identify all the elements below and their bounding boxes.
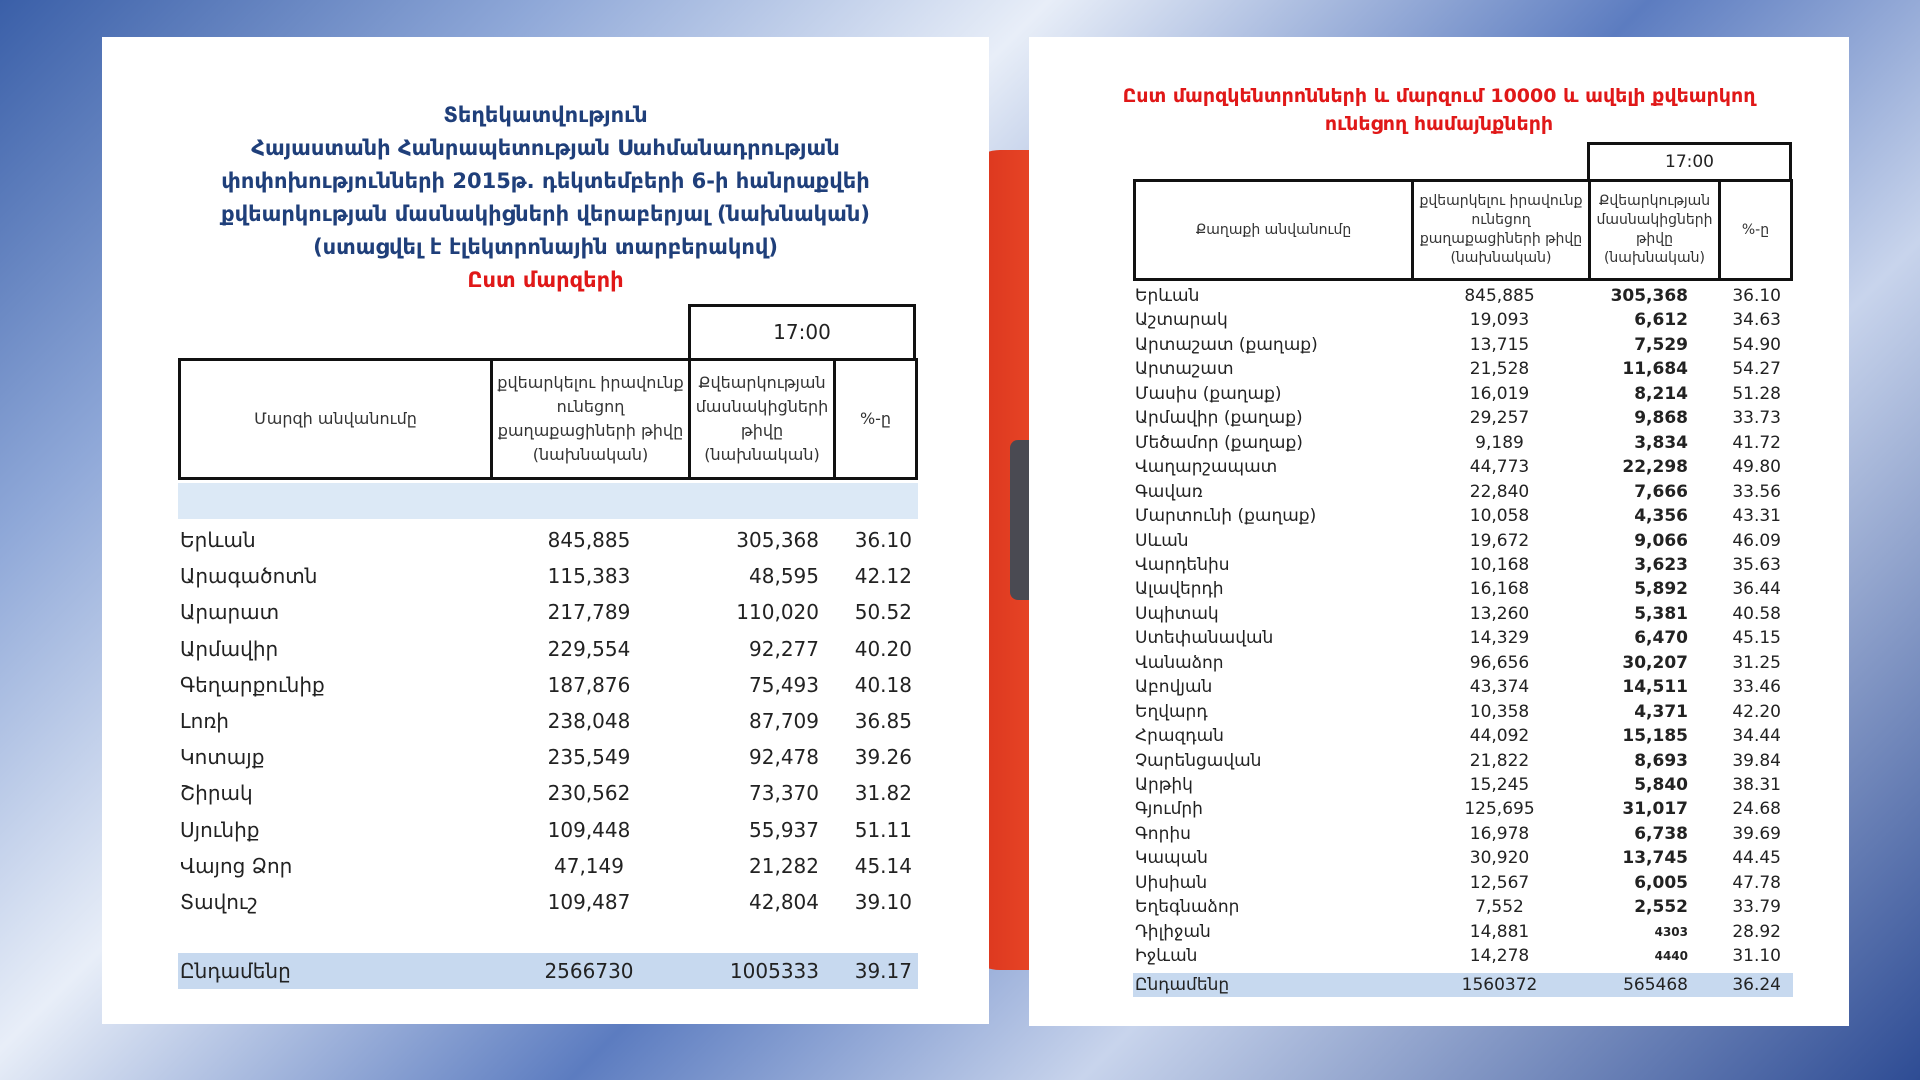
cell-percent: 45.14: [854, 853, 912, 878]
table-row: [178, 522, 918, 558]
cell-eligible: 229,554: [547, 636, 631, 661]
cell-participants: 3,834: [1634, 432, 1688, 453]
cell-eligible: 44,773: [1469, 457, 1530, 478]
cell-percent: 41.72: [1732, 432, 1781, 453]
cell-eligible: 14,881: [1469, 921, 1530, 942]
cell-eligible: 14,329: [1469, 628, 1530, 649]
table-row: [1133, 431, 1793, 455]
cell-name: Արտաշատ: [1135, 359, 1234, 380]
cell-percent: 39.10: [854, 890, 912, 914]
cell-percent: 44.45: [1732, 848, 1781, 869]
cell-eligible: 2566730: [544, 959, 634, 983]
cell-percent: 51.28: [1732, 383, 1781, 404]
cell-name: Չարենցավան: [1135, 750, 1262, 771]
cell-participants: 92,478: [749, 745, 819, 770]
table-row: [1133, 920, 1793, 944]
cell-percent: 43.31: [1732, 506, 1781, 527]
cell-eligible: 7,552: [1475, 897, 1524, 918]
cell-participants: 15,185: [1622, 726, 1688, 747]
cell-eligible: 115,383: [547, 564, 631, 589]
cell-participants: 110,020: [736, 600, 819, 625]
regions-table-panel: [102, 37, 989, 1024]
cell-eligible: 10,058: [1469, 506, 1530, 527]
cell-eligible: 16,978: [1469, 823, 1530, 844]
cell-percent: 39.69: [1732, 823, 1781, 844]
cell-participants: 42,804: [749, 890, 819, 914]
cell-participants: 9,868: [1634, 408, 1688, 429]
table-row: [1133, 357, 1793, 381]
cell-participants: 4,356: [1634, 506, 1688, 527]
cell-name: Կոտայք: [180, 745, 265, 770]
time-header: 17:00: [1587, 142, 1792, 182]
cell-name: Արարատ: [180, 600, 280, 625]
cell-percent: 28.92: [1732, 921, 1781, 942]
cell-eligible: 845,885: [1464, 286, 1535, 306]
cell-participants: 31,017: [1622, 799, 1688, 820]
cell-eligible: 230,562: [547, 781, 631, 806]
cell-percent: 40.18: [854, 672, 912, 697]
cell-percent: 31.10: [1732, 946, 1781, 967]
cell-participants: 305,368: [1610, 286, 1688, 306]
cell-percent: 40.20: [854, 636, 912, 661]
cell-participants: 6,005: [1634, 872, 1688, 893]
cell-eligible: 238,048: [547, 709, 631, 733]
title-line: Հայաստանի Հանրապետության Սահմանադրության: [251, 136, 840, 160]
cell-percent: 40.58: [1732, 603, 1781, 624]
cell-participants: 14,511: [1622, 677, 1688, 698]
cell-percent: 36.85: [854, 709, 912, 733]
cell-percent: 49.80: [1732, 457, 1781, 478]
cell-name: Ալավերդի: [1135, 579, 1224, 600]
cell-name: Սիսիան: [1135, 872, 1208, 893]
cell-eligible: 12,567: [1469, 872, 1530, 893]
cell-name: Երևան: [1135, 286, 1200, 306]
header-region-name: Մարզի անվանումը: [180, 360, 492, 479]
cell-percent: 33.56: [1732, 481, 1781, 502]
cell-participants: 92,277: [749, 636, 819, 661]
cell-percent: 36.10: [1732, 286, 1781, 306]
cell-eligible: 1560372: [1461, 975, 1538, 995]
cell-eligible: 29,257: [1469, 408, 1530, 429]
cell-name: Գեղարքունիք: [180, 672, 325, 697]
cell-name: Վայոց Ձոր: [180, 853, 293, 878]
cell-eligible: 47,149: [554, 853, 624, 878]
cell-percent: 24.68: [1732, 799, 1781, 820]
table-row: [1133, 675, 1793, 699]
cell-participants: 6,612: [1634, 310, 1688, 331]
cell-percent: 36.10: [854, 528, 912, 552]
cell-name: Երևան: [180, 528, 256, 552]
cell-name: Արթիկ: [1135, 775, 1193, 795]
cell-name: Գավառ: [1135, 481, 1203, 502]
cell-eligible: 21,528: [1469, 359, 1530, 380]
header-participants: Քվեարկության մասնակիցների թիվը (նախնական): [1590, 181, 1720, 280]
header-percent: %-ը: [1720, 181, 1792, 280]
title-line: քվեարկության մասնակիցների վերաբերյալ (նախնական): [221, 202, 870, 226]
cell-percent: 36.44: [1732, 579, 1781, 600]
cell-eligible: 14,278: [1469, 946, 1530, 967]
cell-participants: 21,282: [749, 853, 819, 878]
cell-percent: 39.17: [854, 959, 912, 983]
cell-participants: 8,214: [1634, 383, 1688, 404]
cell-percent: 54.27: [1732, 359, 1781, 380]
cell-percent: 31.82: [854, 781, 912, 806]
table-row: [178, 739, 918, 775]
cell-eligible: 125,695: [1464, 799, 1535, 820]
cell-name: Տավուշ: [180, 890, 258, 914]
cell-name: Աշտարակ: [1135, 310, 1228, 331]
cell-name: Լոռի: [180, 709, 229, 733]
table-row: [178, 631, 918, 667]
cell-eligible: 10,168: [1469, 554, 1530, 575]
cell-name: Արտաշատ (քաղաք): [1135, 334, 1318, 355]
cell-participants: 87,709: [749, 709, 819, 733]
cell-participants: 30,207: [1622, 652, 1688, 673]
cell-eligible: 44,092: [1469, 726, 1530, 747]
cell-percent: 33.73: [1732, 408, 1781, 429]
cell-name: Իջևան: [1135, 946, 1198, 967]
spacer-row: [178, 483, 918, 519]
cell-participants: 13,745: [1622, 848, 1688, 869]
table-row: [1133, 724, 1793, 748]
cell-participants: 11,684: [1622, 359, 1688, 380]
cell-percent: 42.12: [854, 564, 912, 589]
cell-name: Սևան: [1135, 530, 1189, 551]
table-row: [1133, 406, 1793, 430]
cell-name: Ստեփանավան: [1135, 628, 1274, 649]
cell-percent: 38.31: [1732, 775, 1781, 795]
cell-eligible: 22,840: [1469, 481, 1530, 502]
cell-eligible: 16,168: [1469, 579, 1530, 600]
cell-percent: 45.15: [1732, 628, 1781, 649]
cell-name: Աբովյան: [1135, 677, 1213, 698]
cell-eligible: 187,876: [547, 672, 631, 697]
cell-participants: 1005333: [729, 959, 819, 983]
cell-name: Մեծամոր (քաղաք): [1135, 432, 1303, 453]
header-eligible: քվեարկելու իրավունք ունեցող քաղաքացիների թիվը (նախնական): [492, 360, 690, 479]
table-row: [1133, 577, 1793, 601]
table-row: [1133, 529, 1793, 553]
cell-participants: 48,595: [749, 564, 819, 589]
cell-participants: 3,623: [1634, 554, 1688, 575]
cell-percent: 50.52: [854, 600, 912, 625]
time-header: 17:00: [688, 304, 916, 361]
cell-percent: 42.20: [1732, 701, 1781, 722]
table-row: [1133, 382, 1793, 406]
cell-participants: 5,381: [1634, 603, 1688, 624]
cell-eligible: 13,260: [1469, 603, 1530, 624]
header-percent: %-ը: [835, 360, 917, 479]
title-line: (ստացվել է էլեկտրոնային տարբերակով): [313, 235, 778, 259]
cell-name: Ընդամենը: [1135, 975, 1230, 995]
cell-name: Արագածոտն: [180, 564, 318, 589]
cell-participants: 4303: [1654, 924, 1688, 939]
cities-table-panel: [1029, 37, 1849, 1026]
cell-eligible: 19,093: [1469, 310, 1530, 331]
total-row: [178, 953, 918, 989]
subtitle: Ըստ մարզերի: [467, 268, 624, 292]
cell-name: Դիլիջան: [1135, 921, 1211, 942]
title-line: Տեղեկատվություն: [443, 103, 648, 127]
cell-percent: 33.46: [1732, 677, 1781, 698]
table-row: [178, 812, 918, 848]
cell-participants: 5,840: [1634, 775, 1688, 795]
header-city-name: Քաղաքի անվանումը: [1135, 181, 1413, 280]
cell-name: Մասիս (քաղաք): [1135, 383, 1282, 404]
total-row: [1133, 973, 1793, 997]
cell-name: Մարտունի (քաղաք): [1135, 506, 1317, 527]
cell-percent: 39.26: [854, 745, 912, 770]
cell-eligible: 217,789: [547, 600, 631, 625]
cell-eligible: 109,448: [547, 817, 631, 842]
cell-eligible: 96,656: [1469, 652, 1530, 673]
cell-participants: 73,370: [749, 781, 819, 806]
header-participants: Քվեարկության մասնակիցների թիվը (նախնական): [690, 360, 835, 479]
cell-participants: 8,693: [1634, 750, 1688, 771]
table-row: [178, 594, 918, 630]
table-row: [1133, 822, 1793, 846]
table-row: [178, 848, 918, 884]
cell-participants: 305,368: [736, 528, 819, 552]
table-header: [1133, 179, 1793, 281]
cell-eligible: 43,374: [1469, 677, 1530, 698]
cell-eligible: 10,358: [1469, 701, 1530, 722]
cell-percent: 51.11: [854, 817, 912, 842]
cell-name: Ընդամենը: [180, 959, 291, 983]
title-line: փոփոխությունների 2015թ. դեկտեմբերի 6-ի հանրաքվեի: [221, 169, 870, 193]
cell-percent: 47.78: [1732, 872, 1781, 893]
cell-name: Արմավիր (քաղաք): [1135, 408, 1303, 429]
table-row: [1133, 700, 1793, 724]
table-row: [178, 884, 918, 920]
cities-title: [1029, 82, 1849, 138]
cell-participants: 5,892: [1634, 579, 1688, 600]
table-row: [1133, 895, 1793, 919]
report-title: [102, 99, 989, 297]
cell-percent: 54.90: [1732, 334, 1781, 355]
cell-eligible: 235,549: [547, 745, 631, 770]
cell-percent: 36.24: [1732, 975, 1781, 995]
cell-name: Եղեգնաձոր: [1135, 897, 1240, 918]
cell-participants: 4,371: [1634, 701, 1688, 722]
cell-name: Հրազդան: [1135, 726, 1224, 747]
cell-name: Վարդենիս: [1135, 554, 1230, 575]
table-row: [1133, 871, 1793, 895]
table-row: [1133, 944, 1793, 968]
cell-percent: 46.09: [1732, 530, 1781, 551]
cell-percent: 33.79: [1732, 897, 1781, 918]
cell-participants: 565468: [1623, 975, 1688, 995]
cell-participants: 22,298: [1622, 457, 1688, 478]
cell-participants: 75,493: [749, 672, 819, 697]
table-row: [1133, 480, 1793, 504]
table-row: [1133, 773, 1793, 797]
cell-eligible: 109,487: [547, 890, 631, 914]
cell-percent: 34.63: [1732, 310, 1781, 331]
cell-participants: 2,552: [1634, 897, 1688, 918]
table-header: [178, 358, 918, 480]
table-row: [1133, 846, 1793, 870]
cell-eligible: 845,885: [547, 528, 631, 552]
cell-name: Սպիտակ: [1135, 603, 1219, 624]
table-row: [1133, 651, 1793, 675]
cell-eligible: 13,715: [1469, 334, 1530, 355]
table-row: [1133, 455, 1793, 479]
table-row: [1133, 797, 1793, 821]
cell-participants: 7,529: [1634, 334, 1688, 355]
table-row: [1133, 553, 1793, 577]
cell-eligible: 19,672: [1469, 530, 1530, 551]
cell-name: Կապան: [1135, 848, 1208, 869]
cell-name: Վանաձոր: [1135, 652, 1224, 673]
table-row: [178, 667, 918, 703]
table-row: [1133, 749, 1793, 773]
cell-eligible: 30,920: [1469, 848, 1530, 869]
cell-percent: 34.44: [1732, 726, 1781, 747]
cell-name: Վաղարշապատ: [1135, 457, 1278, 478]
cell-participants: 6,738: [1634, 823, 1688, 844]
cell-eligible: 16,019: [1469, 383, 1530, 404]
table-row: [1133, 504, 1793, 528]
cell-percent: 31.25: [1732, 652, 1781, 673]
cell-name: Գորիս: [1135, 823, 1191, 844]
cell-participants: 7,666: [1634, 481, 1688, 502]
cell-participants: 9,066: [1634, 530, 1688, 551]
table-row: [178, 775, 918, 811]
table-row: [178, 558, 918, 594]
cell-name: Սյունիք: [180, 817, 260, 842]
cell-eligible: 15,245: [1469, 775, 1530, 795]
table-row: [1133, 626, 1793, 650]
table-row: [1133, 333, 1793, 357]
table-row: [1133, 284, 1793, 308]
cell-name: Գյումրի: [1135, 799, 1203, 820]
cell-participants: 4440: [1654, 949, 1688, 964]
cell-percent: 35.63: [1732, 554, 1781, 575]
title-line: ունեցող համայնքների: [1324, 113, 1554, 135]
table-row: [178, 703, 918, 739]
cell-percent: 39.84: [1732, 750, 1781, 771]
cell-name: Եղվարդ: [1135, 701, 1208, 722]
cell-participants: 55,937: [749, 817, 819, 842]
cell-name: Արմավիր: [180, 636, 279, 661]
title-line: Ըստ մարզկենտրոնների և մարզում 10000 և ավելի քվեարկող: [1122, 85, 1756, 107]
table-row: [1133, 308, 1793, 332]
cell-participants: 6,470: [1634, 628, 1688, 649]
cell-eligible: 21,822: [1469, 750, 1530, 771]
cell-eligible: 9,189: [1475, 432, 1524, 453]
header-eligible: քվեարկելու իրավունք ունեցող քաղաքացիների թիվը (նախնական): [1413, 181, 1590, 280]
table-row: [1133, 602, 1793, 626]
cell-name: Շիրակ: [180, 781, 253, 806]
